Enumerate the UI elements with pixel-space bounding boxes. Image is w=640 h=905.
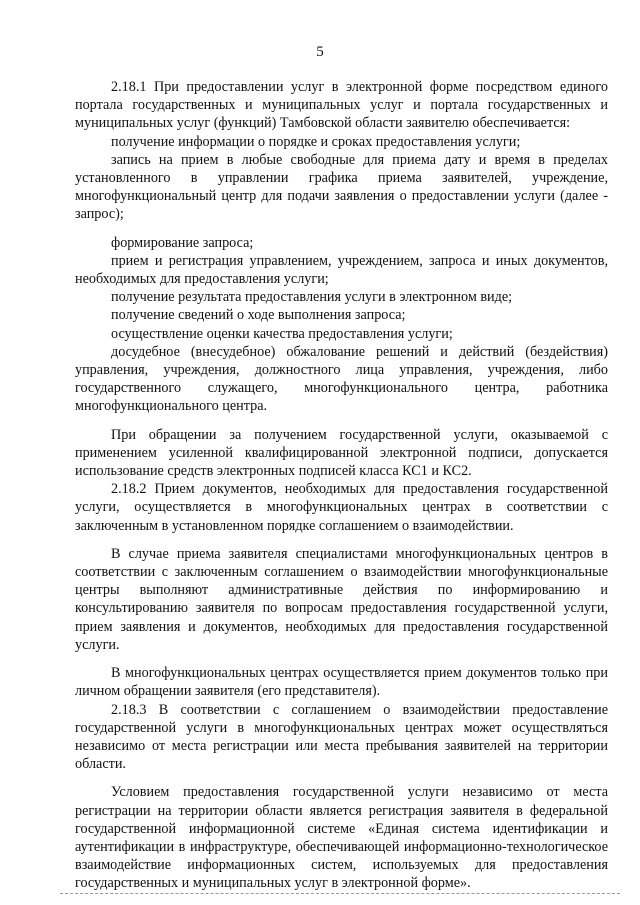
document-body [75, 78, 608, 893]
clause-2-18-2: 2.18.2 Прием документов, необходимых для предоставления государственной услуги, осуществляется в многофункциональных центрах в соответствии с заключенным в установленном порядке соглашением о взаимодействии. [75, 481, 608, 534]
list-item-quality: осуществление оценки качества предоставления услуги; [111, 325, 453, 342]
list-item-appointment: запись на прием в любые свободные для приема дату и время в пределах установленного в управлении графика приема заявителей, учреждение, многофункциональный центр для подачи заявления о предоставлении услуги (далее - запрос); [75, 151, 608, 223]
clause-2-18-1: 2.18.1 При предоставлении услуг в электронной форме посредством единого портала государственных и муниципальных услуг и портала государственных и муниципальных услуг (функций) Тамбовской области заявителю обеспечивается: [75, 79, 608, 132]
list-item-appeal: досудебное (внесудебное) обжалование решений и действий (бездействия) управления, учреждения, должностного лица управления, учреждения, либо государственного служащего, многофункционального центра, работника многофункционального центра. [75, 343, 608, 415]
paragraph-esia-condition: Условием предоставления государственной услуги независимо от места регистрации на территории области является регистрация заявителя в федеральной государственной информационной системе «Единая система идентификации и аутентификации в инфраструктуре, обеспечивающей информационно-технологическое взаимодействие информационных систем, используемых для предоставления государственных и муниципальных услуг в электронной форме». [75, 784, 608, 892]
page-number: 5 [316, 44, 324, 60]
paragraph-personal-appeal: В многофункциональных центрах осуществляется прием документов только при личном обращении заявителя (его представителя). [75, 665, 608, 700]
list-item-result: получение результата предоставления услуги в электронном виде; [111, 289, 513, 306]
paragraph-electronic-signature: При обращении за получением государственной услуги, оказываемой с применением усиленной квалифицированной электронной подписи, допускается использование средств электронных подписей класса КС1 и КС2. [75, 426, 608, 480]
page-bottom-divider [60, 893, 620, 894]
list-item-progress: получение сведений о ходе выполнения запроса; [111, 307, 406, 324]
list-item-request-forming: формирование запроса; [111, 234, 254, 251]
clause-2-18-3: 2.18.3 В соответствии с соглашением о взаимодействии предоставление государственной услуги в многофункциональных центрах может осуществляться независимо от места регистрации или места пребывания заявителей на территории области. [75, 701, 608, 773]
list-item-info: получение информации о порядке и сроках предоставления услуги; [111, 133, 521, 150]
paragraph-mfc-reception: В случае приема заявителя специалистами многофункциональных центров в соответствии с заключенным соглашением о взаимодействии многофункциональные центры выполняют административные действия по информированию и консультированию заявителя по вопросам предоставления государственной услуги, прием заявления и документов, необходимых для предоставления государственной услуги. [75, 545, 608, 653]
list-item-request-registration: прием и регистрация управлением, учреждением, запроса и иных документов, необходимых для предоставления услуги; [75, 252, 608, 288]
